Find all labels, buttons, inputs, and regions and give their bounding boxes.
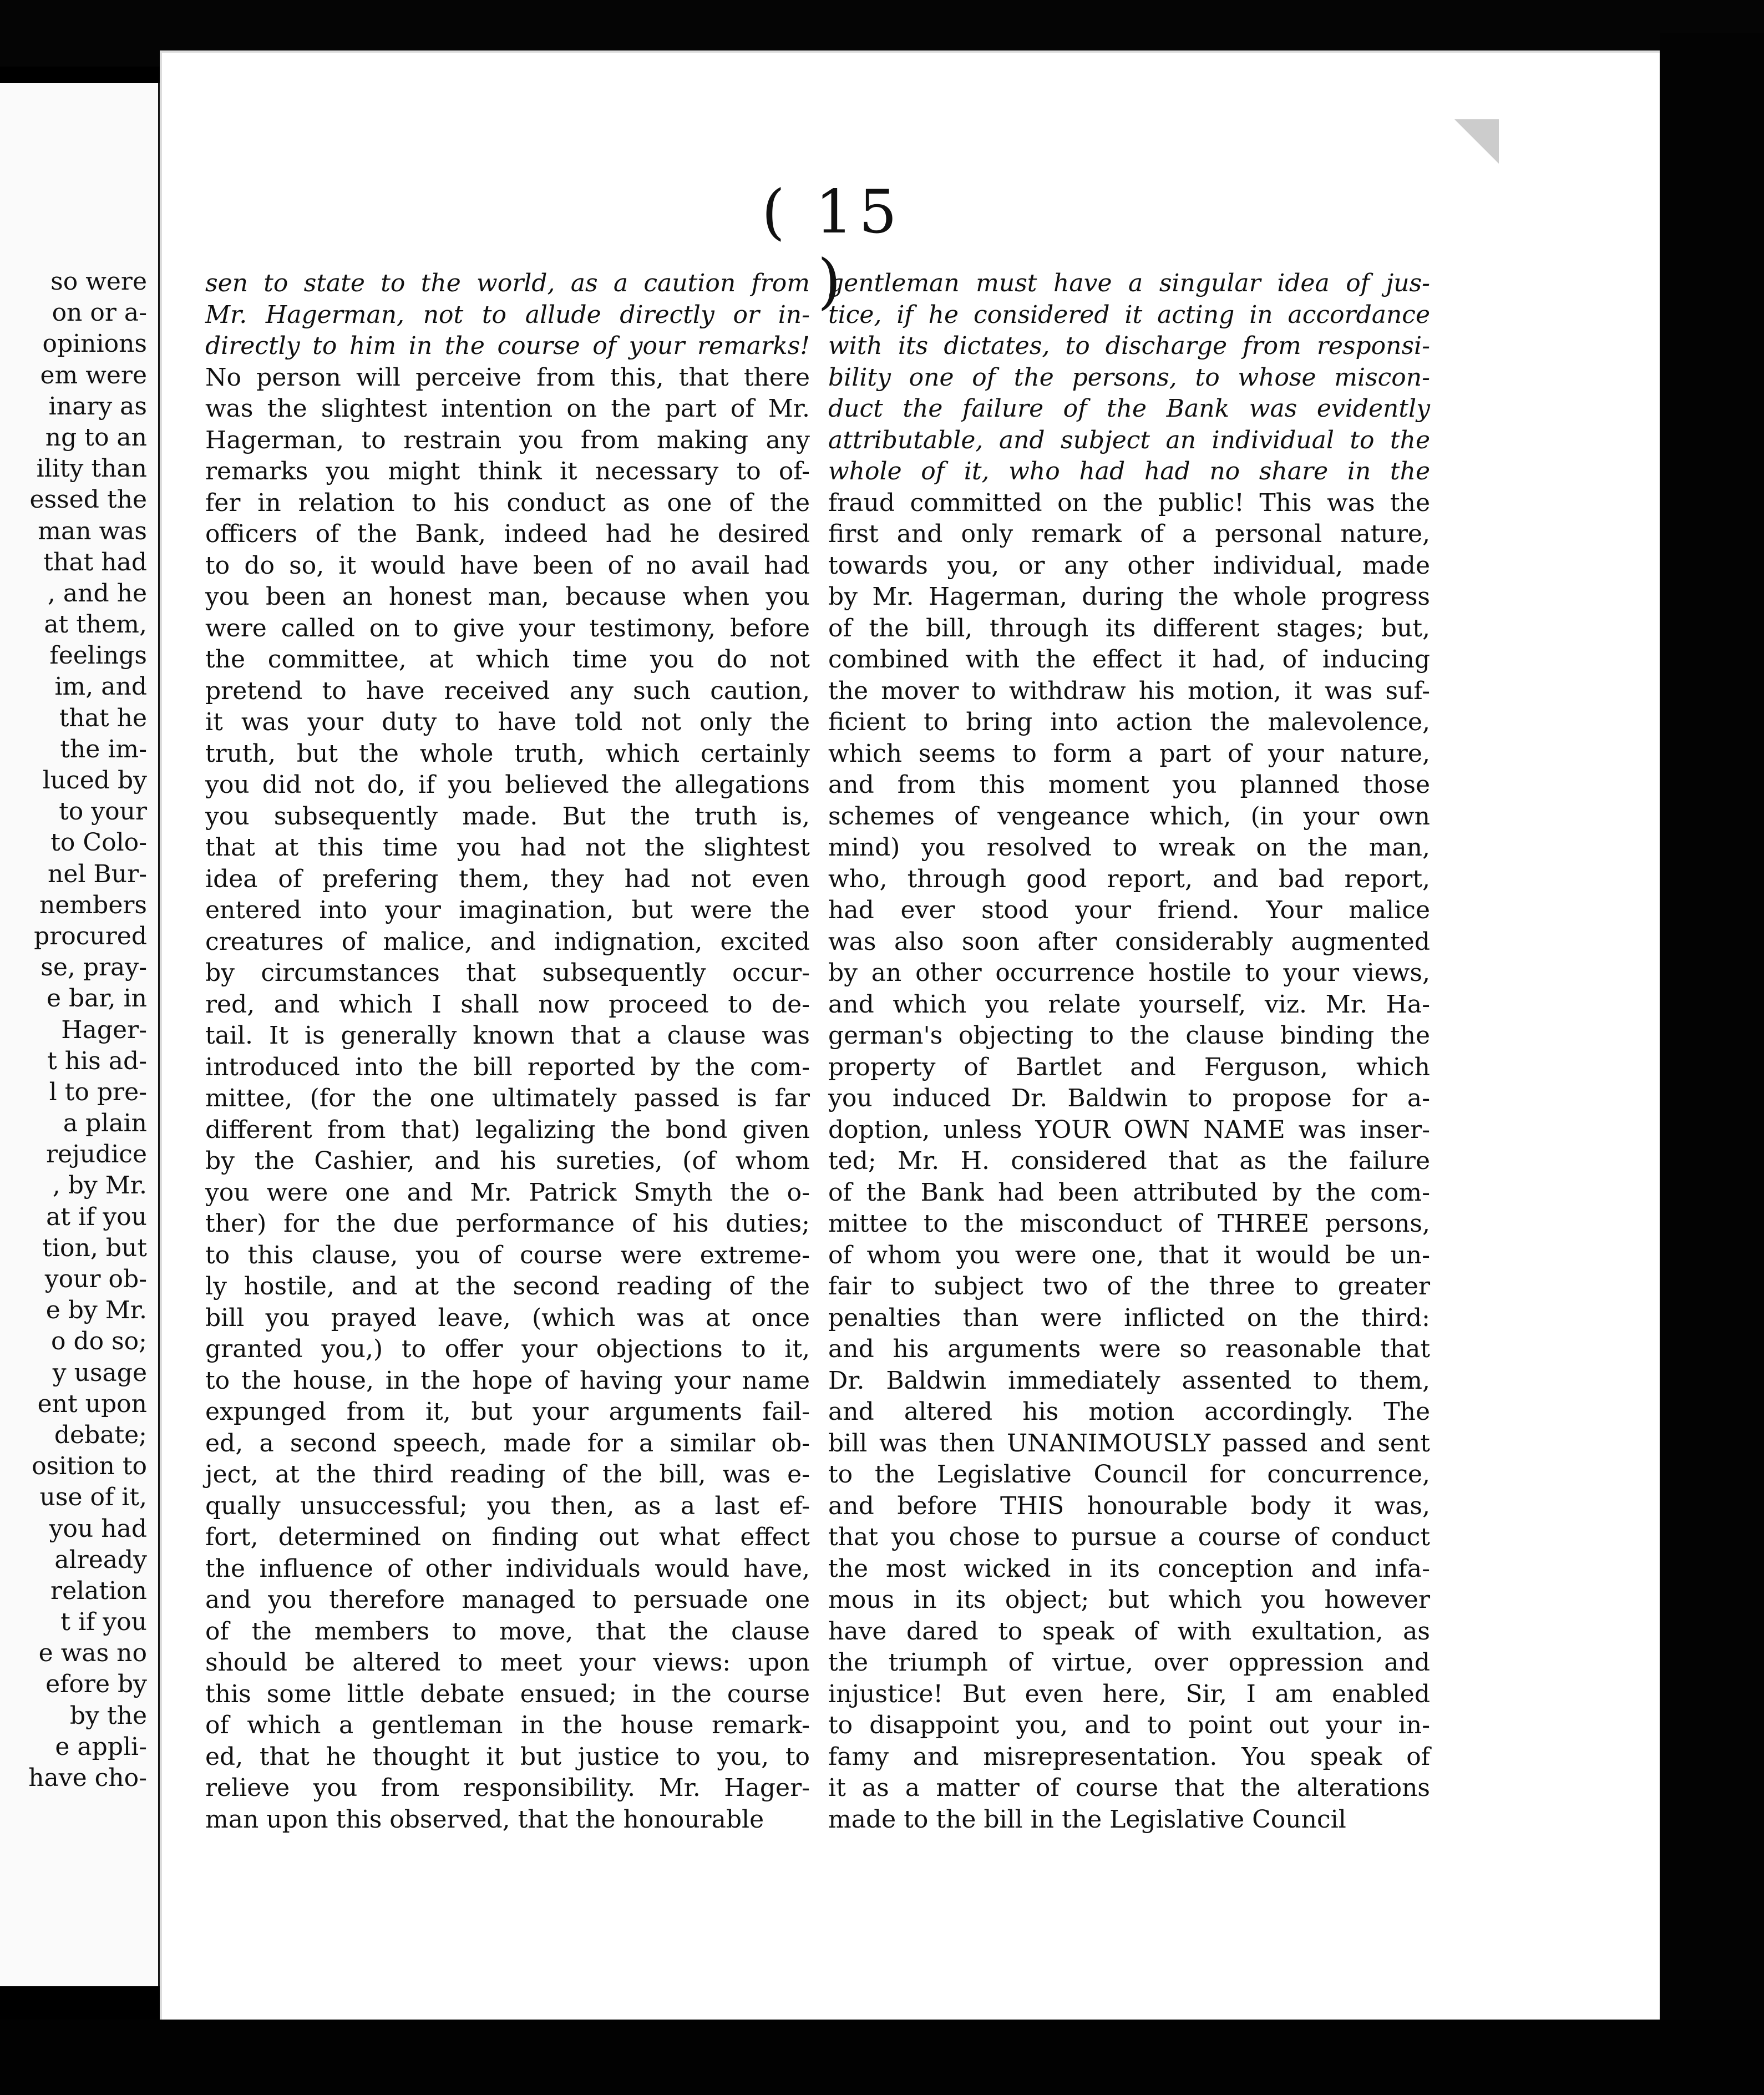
text-line: granted you,) to offer your objections to it, xyxy=(205,1335,810,1363)
text-line: with its dictates, to discharge from responsi- xyxy=(828,332,1430,360)
text-line: was also soon after considerably augmented xyxy=(828,927,1430,956)
text-line: relieve you from responsibility. Mr. Hager- xyxy=(205,1774,810,1802)
left-page-line: that he xyxy=(59,704,147,732)
left-page-line: se, pray- xyxy=(40,953,147,982)
text-line: you been an honest man, because when you xyxy=(205,583,810,611)
text-line: that you chose to pursue a course of conduct xyxy=(828,1523,1430,1551)
text-line: of whom you were one, that it would be un- xyxy=(828,1241,1430,1269)
text-line: german's objecting to the clause binding the xyxy=(828,1021,1430,1050)
text-line: sen to state to the world, as a caution from xyxy=(205,269,810,297)
text-line: fraud committed on the public! This was the xyxy=(828,488,1430,517)
text-line: gentleman must have a singular idea of jus- xyxy=(828,269,1430,297)
text-line: the committee, at which time you do not xyxy=(205,645,810,674)
text-line: truth, but the whole truth, which certainly xyxy=(205,739,810,768)
left-page-line: a plain xyxy=(63,1109,147,1138)
text-line: ed, that he thought it but justice to you, to xyxy=(205,1742,810,1771)
text-line: that at this time you had not the slightest xyxy=(205,833,810,862)
text-line: schemes of vengeance which, (in your own xyxy=(828,802,1430,831)
text-column-right xyxy=(828,268,1430,1835)
left-page-line: debate; xyxy=(54,1420,147,1449)
text-line: red, and which I shall now proceed to de- xyxy=(205,990,810,1019)
text-line: you induced Dr. Baldwin to propose for a- xyxy=(828,1084,1430,1112)
left-page-line: that had xyxy=(43,548,147,576)
text-line: Hagerman, to restrain you from making any xyxy=(205,426,810,454)
left-page-line: , by Mr. xyxy=(52,1171,147,1200)
left-page-line: ility than xyxy=(36,454,147,483)
text-line: you were one and Mr. Patrick Smyth the o- xyxy=(205,1178,810,1207)
left-page-line: e appli- xyxy=(55,1732,147,1761)
text-line: whole of it, who had had no share in the xyxy=(828,457,1430,485)
left-page-line: Hager- xyxy=(61,1015,147,1044)
text-line: mittee to the misconduct of THREE persons, xyxy=(828,1210,1430,1238)
left-page-line: efore by xyxy=(45,1670,147,1699)
text-line: by Mr. Hagerman, during the whole progress xyxy=(828,583,1430,611)
text-line: and before THIS honourable body it was, xyxy=(828,1491,1430,1520)
text-line: were called on to give your testimony, before xyxy=(205,614,810,642)
text-line: fair to subject two of the three to greater xyxy=(828,1272,1430,1300)
left-page-line: l to pre- xyxy=(49,1077,147,1106)
left-page-line: at if you xyxy=(46,1202,147,1231)
text-line: ted; Mr. H. considered that as the failure xyxy=(828,1147,1430,1175)
left-page-line: y usage xyxy=(52,1358,147,1387)
text-line: and from this moment you planned those xyxy=(828,771,1430,799)
left-page-line: ng to an xyxy=(45,423,147,452)
text-line: remarks you might think it necessary to of- xyxy=(205,457,810,485)
text-line: you did not do, if you believed the allegations xyxy=(205,771,810,799)
left-page-line: e bar, in xyxy=(46,984,147,1013)
text-line: fort, determined on finding out what effect xyxy=(205,1523,810,1551)
left-page-line: nembers xyxy=(39,890,147,919)
text-line: ed, a second speech, made for a similar ob- xyxy=(205,1429,810,1458)
text-line: entered into your imagination, but were the xyxy=(205,896,810,924)
text-line: officers of the Bank, indeed had he desired xyxy=(205,520,810,548)
text-line: which seems to form a part of your nature, xyxy=(828,739,1430,768)
text-line: and you therefore managed to persuade one xyxy=(205,1586,810,1614)
text-line: to do so, it would have been of no avail had xyxy=(205,551,810,580)
text-line: this some little debate ensued; in the course xyxy=(205,1679,810,1708)
left-page-line: so were xyxy=(50,267,147,296)
left-page-line: ent upon xyxy=(37,1389,147,1418)
text-line: qually unsuccessful; you then, as a last ef- xyxy=(205,1491,810,1520)
text-line: duct the failure of the Bank was evidently xyxy=(828,394,1430,423)
text-line: mous in its object; but which you however xyxy=(828,1586,1430,1614)
text-line: bill was then UNANIMOUSLY passed and sent xyxy=(828,1429,1430,1458)
text-line: penalties than were inflicted on the third: xyxy=(828,1303,1430,1332)
left-page-line: e by Mr. xyxy=(45,1296,147,1325)
text-line: ficient to bring into action the malevolence, xyxy=(828,708,1430,736)
text-line: and which you relate yourself, viz. Mr. Ha- xyxy=(828,990,1430,1019)
text-line: of the bill, through its different stages; but, xyxy=(828,614,1430,642)
left-page-line: o do so; xyxy=(50,1327,147,1356)
text-line: had ever stood your friend. Your malice xyxy=(828,896,1430,924)
left-page-line: to Colo- xyxy=(50,828,147,857)
text-line: different from that) legalizing the bond given xyxy=(205,1115,810,1144)
left-page-line: em were xyxy=(40,361,147,389)
text-line: property of Bartlet and Ferguson, which xyxy=(828,1052,1430,1081)
text-line: made to the bill in the Legislative Council xyxy=(828,1805,1346,1834)
left-page-line: you had xyxy=(49,1514,147,1543)
page-number: ( 15 ) xyxy=(762,178,903,316)
left-page-line: nel Bur- xyxy=(47,859,147,888)
text-line: expunged from it, but your arguments fail- xyxy=(205,1398,810,1426)
text-line: attributable, and subject an individual to the xyxy=(828,426,1430,454)
text-line: it as a matter of course that the alterations xyxy=(828,1774,1430,1802)
text-line: tice, if he considered it acting in accordance xyxy=(828,300,1430,329)
text-line: directly to him in the course of your remarks! xyxy=(205,332,810,360)
left-page-line: opinions xyxy=(42,330,147,358)
text-line: of the Bank had been attributed by the com- xyxy=(828,1178,1430,1207)
left-page-line: at them, xyxy=(44,610,147,639)
text-line: Mr. Hagerman, not to allude directly or in- xyxy=(205,300,810,329)
left-page-line: , and he xyxy=(47,579,147,608)
text-line: by circumstances that subsequently occur- xyxy=(205,959,810,987)
text-line: of the members to move, that the clause xyxy=(205,1617,810,1646)
left-page-line: your ob- xyxy=(44,1265,147,1293)
left-page-line: rejudice xyxy=(46,1140,147,1169)
text-line: ly hostile, and at the second reading of the xyxy=(205,1272,810,1300)
text-line: tail. It is generally known that a clause was xyxy=(205,1021,810,1050)
text-line: towards you, or any other individual, made xyxy=(828,551,1430,580)
text-line: by an other occurrence hostile to your views, xyxy=(828,959,1430,987)
left-page-line: by the xyxy=(69,1701,147,1730)
left-page-line: e was no xyxy=(38,1639,147,1668)
text-line: to the Legislative Council for concurrence, xyxy=(828,1460,1430,1489)
text-line: the triumph of virtue, over oppression and xyxy=(828,1648,1430,1677)
text-line: the most wicked in its conception and infa- xyxy=(828,1554,1430,1583)
text-line: introduced into the bill reported by the com- xyxy=(205,1052,810,1081)
text-line: ject, at the third reading of the bill, was e- xyxy=(205,1460,810,1489)
text-line: was the slightest intention on the part of Mr. xyxy=(205,394,810,423)
left-page-line: man was xyxy=(38,517,147,545)
scan-background-bottom xyxy=(0,2020,1764,2095)
text-line: the influence of other individuals would have, xyxy=(205,1554,810,1583)
text-line: it was your duty to have told not only the xyxy=(205,708,810,736)
text-line: pretend to have received any such caution, xyxy=(205,676,810,705)
text-line: injustice! But even here, Sir, I am enabled xyxy=(828,1679,1430,1708)
text-line: to disappoint you, and to point out your in- xyxy=(828,1711,1430,1739)
left-page-fragment xyxy=(0,83,161,1986)
left-page-line: luced by xyxy=(42,766,147,795)
text-line: by the Cashier, and his sureties, (of whom xyxy=(205,1147,810,1175)
dog-ear-corner xyxy=(1454,119,1499,164)
left-page-line: use of it, xyxy=(39,1483,147,1512)
left-page-line: procured xyxy=(34,922,147,950)
text-line: have dared to speak of with exultation, as xyxy=(828,1617,1430,1646)
text-line: and his arguments were so reasonable that xyxy=(828,1335,1430,1363)
left-page-line: the im- xyxy=(60,735,147,763)
text-line: the mover to withdraw his motion, it was suf- xyxy=(828,676,1430,705)
text-line: mittee, (for the one ultimately passed is far xyxy=(205,1084,810,1112)
text-line: of which a gentleman in the house remark- xyxy=(205,1711,810,1739)
left-page-line: t his ad- xyxy=(47,1046,147,1075)
left-page-line: have cho- xyxy=(28,1764,147,1792)
text-line: fer in relation to his conduct as one of the xyxy=(205,488,810,517)
text-line: combined with the effect it had, of inducing xyxy=(828,645,1430,674)
text-line: ther) for the due performance of his duties; xyxy=(205,1210,810,1238)
left-page-text xyxy=(0,266,147,1794)
left-page-line: inary as xyxy=(48,392,147,421)
text-line: famy and misrepresentation. You speak of xyxy=(828,1742,1430,1771)
text-line: mind) you resolved to wreak on the man, xyxy=(828,833,1430,862)
left-page-line: essed the xyxy=(29,485,147,514)
text-line: and altered his motion accordingly. The xyxy=(828,1398,1430,1426)
left-page-line: osition to xyxy=(32,1452,147,1481)
text-line: idea of prefering them, they had not even xyxy=(205,864,810,893)
left-page-line: already xyxy=(54,1545,147,1574)
scan-background-right xyxy=(1660,33,1764,2095)
text-column-left xyxy=(205,268,810,1835)
text-line: man upon this observed, that the honourable xyxy=(205,1805,764,1834)
left-page-line: im, and xyxy=(54,672,147,701)
text-line: first and only remark of a personal nature, xyxy=(828,520,1430,548)
text-line: bility one of the persons, to whose miscon- xyxy=(828,363,1430,392)
left-page-line: feelings xyxy=(49,641,147,670)
text-line: to this clause, you of course were extreme- xyxy=(205,1241,810,1269)
text-line: you subsequently made. But the truth is, xyxy=(205,802,810,831)
left-page-line: to your xyxy=(59,797,147,826)
text-line: should be altered to meet your views: upon xyxy=(205,1648,810,1677)
left-page-line: relation xyxy=(50,1576,147,1605)
text-line: who, through good report, and bad report, xyxy=(828,864,1430,893)
text-line: bill you prayed leave, (which was at once xyxy=(205,1303,810,1332)
left-page-line: t if you xyxy=(60,1608,147,1637)
text-line: to the house, in the hope of having your name xyxy=(205,1366,810,1395)
text-line: No person will perceive from this, that there xyxy=(205,363,810,392)
text-line: creatures of malice, and indignation, excited xyxy=(205,927,810,956)
left-page-line: tion, but xyxy=(42,1233,147,1262)
text-line: Dr. Baldwin immediately assented to them, xyxy=(828,1366,1430,1395)
text-line: doption, unless YOUR OWN NAME was inser- xyxy=(828,1115,1430,1144)
left-page-line: on or a- xyxy=(52,298,147,327)
